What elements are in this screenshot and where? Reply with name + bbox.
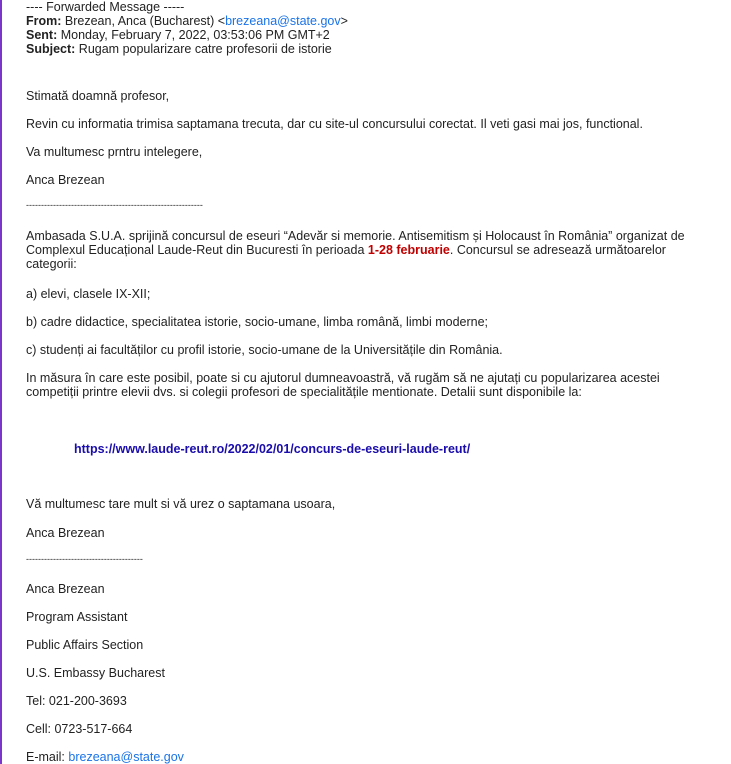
sig-title: Program Assistant <box>26 610 128 624</box>
from-close: > <box>340 14 348 28</box>
from-label: From: <box>26 14 62 28</box>
sig-section: Public Affairs Section <box>26 638 144 652</box>
from-email-link[interactable]: brezeana@state.gov <box>225 14 341 28</box>
signature-separator: --------------------------------------- <box>26 554 143 564</box>
category-c: c) studenți ai facultăților cu profil istorie, socio-umane de la Universitățile din România. <box>26 343 503 357</box>
category-a: a) elevi, clasele IX-XII; <box>26 287 151 301</box>
announcement-text-end: . Concursul se adresează următoarelor categorii: <box>26 243 666 271</box>
subject-value: Rugam popularizare catre profesorii de istorie <box>78 42 332 56</box>
announcement-text: Ambasada S.U.A. sprijină concursul de eseuri “Adevăr si memorie. Antisemitism și Holocaust în România” organizat de Complexul Educațional Laude-Reut din Bucuresti în perioada <box>26 229 685 257</box>
sig-tel: Tel: 021-200-3693 <box>26 694 127 708</box>
announcement-paragraph <box>26 229 716 271</box>
closing-thanks: Vă multumesc tare mult si vă urez o saptamana usoara, <box>26 497 336 511</box>
sig-cell: Cell: 0723-517-664 <box>26 722 133 736</box>
signature-short: Anca Brezean <box>26 173 105 187</box>
sent-label: Sent: <box>26 28 58 42</box>
sent-value: Monday, February 7, 2022, 03:53:06 PM GMT+2 <box>60 28 330 42</box>
forward-header <box>26 0 348 56</box>
paragraph-thanks: Va multumesc prntru intelegere, <box>26 145 203 159</box>
signature-name: Anca Brezean <box>26 526 105 540</box>
sig-name: Anca Brezean <box>26 582 105 596</box>
request-paragraph: In măsura în care este posibil, poate si cu ajutorul dumneavoastră, vă rugăm să ne ajutați cu popularizarea acestei competiții printre elevii dvs. si colegii profesori de specialitățile mentionate. Detalii sunt disponibile la: <box>26 371 660 399</box>
subject-line <box>26 42 348 56</box>
sig-email-label: E-mail: <box>26 750 69 764</box>
subject-label: Subject: <box>26 42 76 56</box>
sig-email-line <box>26 750 184 764</box>
sig-org: U.S. Embassy Bucharest <box>26 666 165 680</box>
from-line <box>26 14 348 28</box>
forwarded-label: ---- Forwarded Message ----- <box>26 0 185 14</box>
separator-line: ----------------------------------------------------------- <box>26 200 203 210</box>
contest-dates: 1-28 februarie <box>367 243 450 257</box>
category-b: b) cadre didactice, specialitatea istorie, socio-umane, limba română, limbi moderne; <box>26 315 489 329</box>
sent-line <box>26 28 348 42</box>
quote-bar <box>0 0 2 764</box>
paragraph-intro: Revin cu informatia trimisa saptamana trecuta, dar cu site-ul concursului corectat. Il veti gasi mai jos, functional. <box>26 117 643 131</box>
from-name: Brezean, Anca (Bucharest) < <box>64 14 226 28</box>
greeting: Stimată doamnă profesor, <box>26 89 170 103</box>
sig-email-link[interactable]: brezeana@state.gov <box>68 750 184 764</box>
contest-url-link[interactable]: https://www.laude-reut.ro/2022/02/01/concurs-de-eseuri-laude-reut/ <box>74 442 471 456</box>
